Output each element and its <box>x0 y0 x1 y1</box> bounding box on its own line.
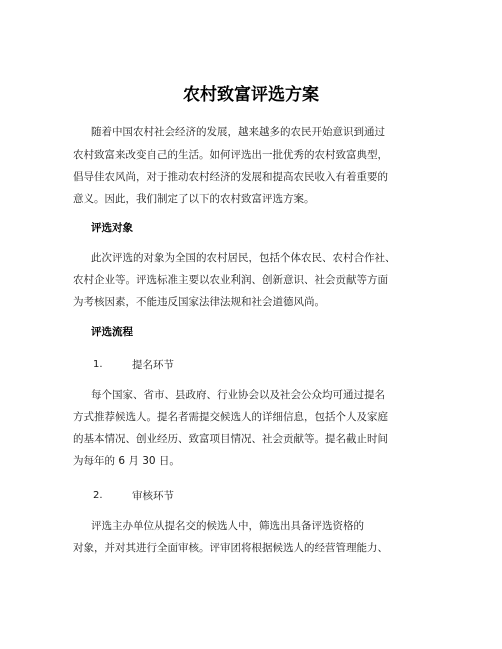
section-heading: 评选对象 <box>91 222 133 234</box>
step-label: 提名环节 <box>132 359 174 371</box>
step-number: 1. <box>93 359 103 370</box>
section-line: 为考核因素，不能违反国家法律法规和社会道德风尚。 <box>73 296 325 308</box>
step-label: 审核环节 <box>132 490 174 502</box>
section-line: 农村企业等。评选标准主要以农业利润、创新意识、社会贡献等方面 <box>73 274 388 286</box>
intro-line: 农村致富来改变自己的生活。如何评选出一批优秀的农村致富典型， <box>73 149 388 161</box>
step-line: 为每年的 6 月 30 日。 <box>73 455 180 467</box>
step-line: 的基本情况、创业经历、致富项目情况、社会贡献等。提名截止时间 <box>73 433 388 445</box>
section-heading: 评选流程 <box>91 326 133 338</box>
step-line: 方式推荐候选人。提名者需提交候选人的详细信息，包括个人及家庭 <box>73 411 388 423</box>
intro-line: 随着中国农村社会经济的发展，越来越多的农民开始意识到通过 <box>91 126 385 138</box>
step-number: 2. <box>93 490 103 501</box>
intro-line: 倡导佳农风尚，对于推动农村经济的发展和提高农民收入有着重要的 <box>73 171 388 183</box>
document-title: 农村致富评选方案 <box>183 85 319 105</box>
step-line: 评选主办单位从提名交的候选人中，筛选出具备评选资格的 <box>91 520 364 532</box>
step-line: 对象，并对其进行全面审核。评审团将根据候选人的经营管理能力、 <box>73 542 388 554</box>
step-line: 每个国家、省市、县政府、行业协会以及社会公众均可通过提名 <box>91 389 385 401</box>
section-line: 此次评选的对象为全国的农村居民，包括个体农民、农村合作社、 <box>91 252 396 264</box>
intro-line: 意义。因此，我们制定了以下的农村致富评选方案。 <box>73 193 315 205</box>
